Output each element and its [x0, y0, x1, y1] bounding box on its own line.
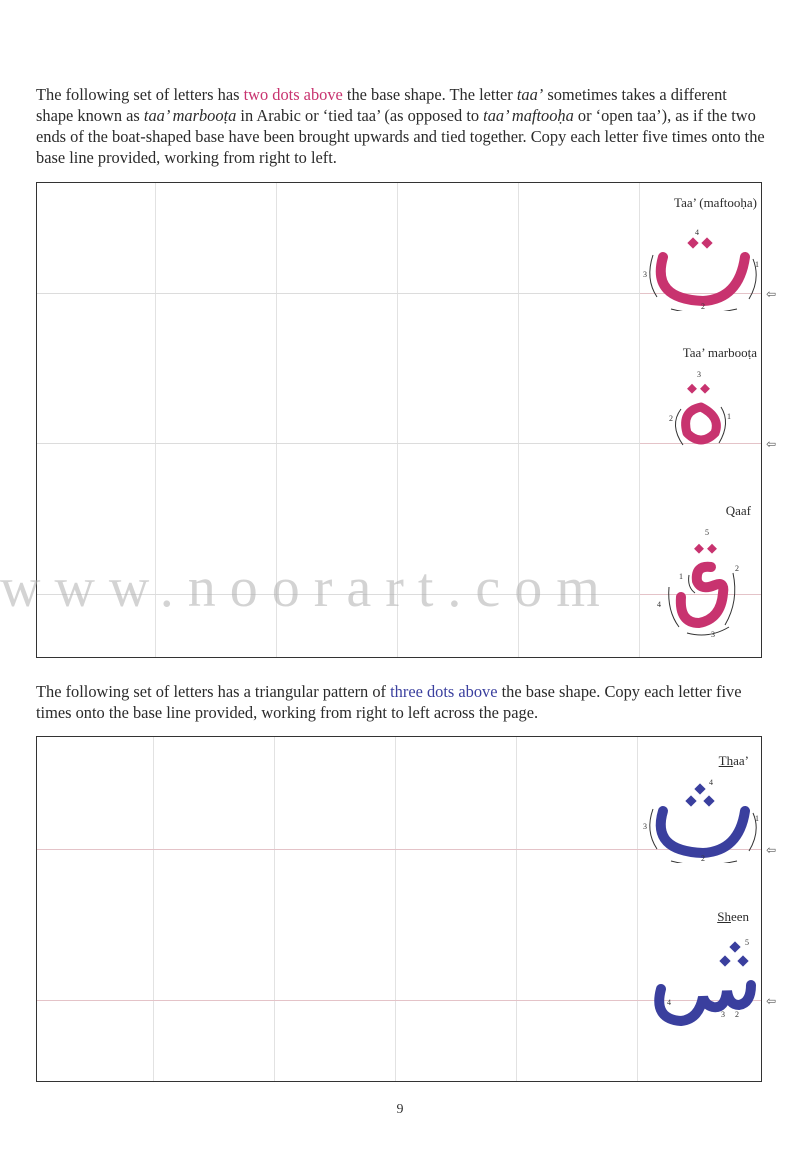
- stroke-number: 1: [755, 260, 759, 269]
- stroke-number: 5: [745, 938, 749, 947]
- text-run: The following set of letters has: [36, 85, 244, 104]
- letter-name-part: een: [730, 909, 749, 924]
- stroke-number: 2: [701, 854, 705, 863]
- text-run: The following set of letters has a triangular pattern of: [36, 682, 391, 701]
- stroke-number: 1: [679, 572, 683, 581]
- instruction-paragraph-1: [36, 84, 766, 168]
- letter-sheen: [647, 933, 757, 1033]
- letter-name-part: Sh: [717, 909, 731, 924]
- stroke-number: 4: [695, 228, 699, 237]
- baseline-arrow-icon: ⇦: [766, 994, 777, 1008]
- term-taa: taa’: [516, 85, 544, 104]
- term-taa-maftooha: taa’ maftooḥa: [483, 106, 574, 125]
- stroke-number: 3: [711, 630, 715, 639]
- stroke-number: 1: [755, 814, 759, 823]
- practice-grid-1: [36, 182, 762, 658]
- letter-name-qaaf: Qaaf: [725, 503, 751, 518]
- letter-name-part: Th: [718, 753, 734, 768]
- stroke-number: 3: [643, 822, 647, 831]
- stroke-number: 2: [669, 414, 673, 423]
- stroke-number: 2: [701, 302, 705, 311]
- stroke-number: 2: [735, 1010, 739, 1019]
- highlight-three-dots: three dots above: [390, 682, 498, 701]
- letter-thaa: [641, 777, 761, 863]
- instruction-paragraph-2: [36, 681, 766, 723]
- stroke-number: 3: [721, 1010, 725, 1019]
- stroke-number: 1: [727, 412, 731, 421]
- page-number: 9: [396, 1102, 404, 1117]
- letter-name-sheen: [717, 909, 749, 925]
- text-run: sometimes takes a different shape known as: [36, 85, 727, 125]
- watermark: www.noorart.com: [0, 557, 614, 619]
- term-taa-marboota: taa’ marbooṭa: [143, 106, 237, 125]
- stroke-number: 3: [643, 270, 647, 279]
- stroke-number: 4: [709, 778, 713, 787]
- baseline-arrow-icon: ⇦: [766, 287, 777, 301]
- baseline-arrow-icon: ⇦: [766, 843, 777, 857]
- letter-taa-maftooha: [641, 225, 761, 311]
- letter-taa-marboota: [667, 367, 737, 451]
- letter-name-thaa: [719, 753, 749, 769]
- practice-grid-2: [36, 736, 762, 1082]
- stroke-number: 2: [735, 564, 739, 573]
- stroke-number: 3: [697, 370, 701, 379]
- letter-name-part: aa’: [733, 753, 749, 768]
- letter-name-taa-maftooha: Taa’ (maftooḥa): [674, 195, 757, 210]
- text-run: the base shape. Copy each letter five times onto the base line provided, working from right to left across the page.: [36, 682, 742, 722]
- stroke-number: 4: [657, 600, 661, 609]
- stroke-number: 5: [705, 528, 709, 537]
- stroke-number: 4: [667, 998, 671, 1007]
- text-run: the base shape. The letter: [342, 85, 517, 104]
- highlight-two-dots: two dots above: [243, 85, 343, 104]
- text-run: in Arabic or ‘tied taa’ (as opposed to: [236, 106, 484, 125]
- letter-name-taa-marboota: Taa’ marbooṭa: [682, 345, 757, 360]
- baseline-arrow-icon: ⇦: [766, 437, 777, 451]
- letter-qaaf: [651, 523, 751, 639]
- text-run: or ‘open taa’), as if the two ends of the boat-shaped base have been brought upwards and tied together. Copy each letter five times onto the base line provided, working from right to left.: [36, 106, 765, 167]
